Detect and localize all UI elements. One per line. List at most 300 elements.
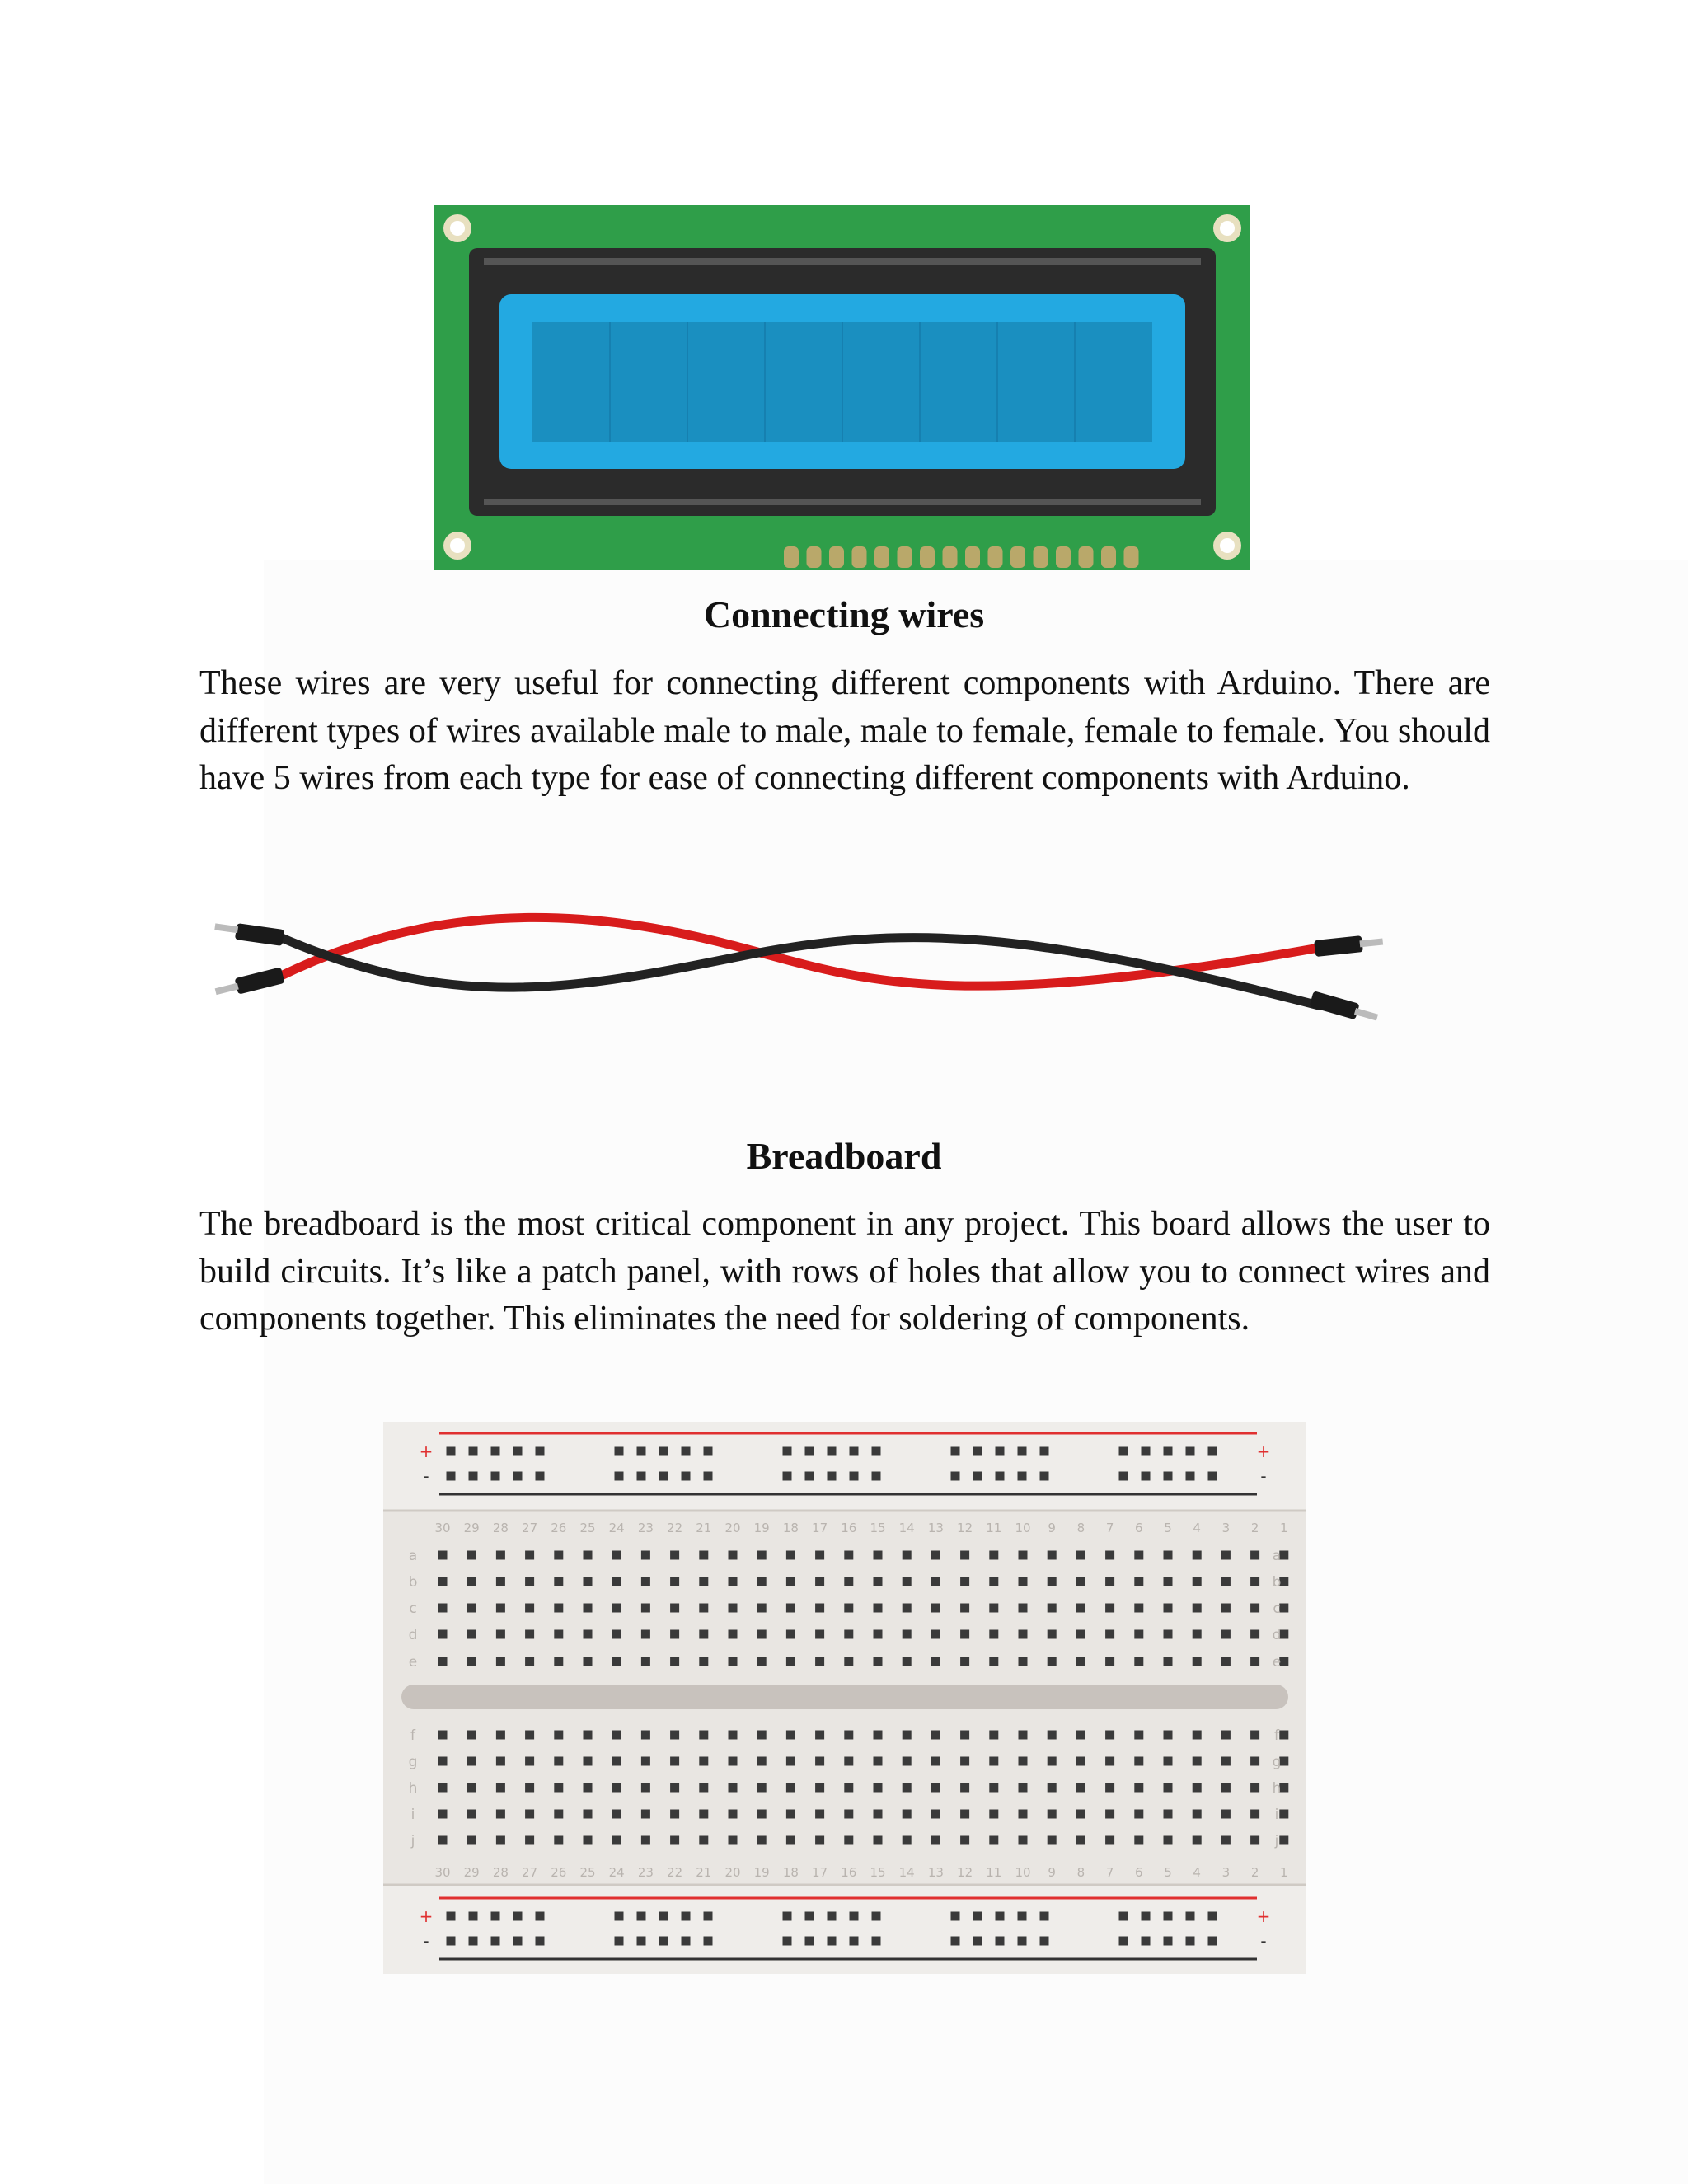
breadboard-hole xyxy=(844,1810,853,1819)
breadboard-hole xyxy=(960,1577,969,1586)
rail-hole xyxy=(1018,1937,1027,1946)
breadboard-hole xyxy=(670,1810,679,1819)
breadboard-hole xyxy=(1250,1577,1259,1586)
breadboard-hole xyxy=(670,1731,679,1740)
breadboard-hole xyxy=(844,1836,853,1845)
breadboard-hole xyxy=(989,1577,998,1586)
column-label: 18 xyxy=(782,1865,799,1880)
breadboard-hole xyxy=(1076,1630,1085,1639)
column-label: 25 xyxy=(579,1865,596,1880)
breadboard-hole xyxy=(1019,1604,1028,1613)
breadboard-hole xyxy=(786,1604,795,1613)
breadboard-hole xyxy=(467,1604,476,1613)
breadboard-hole xyxy=(1048,1731,1057,1740)
column-label: 11 xyxy=(986,1865,1002,1880)
column-label: 26 xyxy=(551,1521,567,1535)
column-label: 10 xyxy=(1015,1521,1031,1535)
breadboard-hole xyxy=(641,1836,650,1845)
breadboard-hole xyxy=(815,1577,824,1586)
breadboard-hole xyxy=(554,1551,563,1560)
breadboard-hole xyxy=(525,1810,534,1819)
rail-hole xyxy=(872,1447,881,1456)
column-label: 8 xyxy=(1076,1521,1085,1535)
breadboard-hole xyxy=(874,1731,883,1740)
breadboard-hole xyxy=(815,1630,824,1639)
breadboard-hole xyxy=(1279,1810,1288,1819)
rail-hole xyxy=(682,1912,691,1921)
breadboard-hole xyxy=(903,1577,912,1586)
column-label: 6 xyxy=(1135,1521,1143,1535)
breadboard-hole xyxy=(525,1783,534,1793)
rail-hole xyxy=(1119,1937,1128,1946)
breadboard-hole xyxy=(1048,1604,1057,1613)
section-body-connecting-wires: These wires are very useful for connecting different components with Arduino. There are different types of wires available male to male, male to female, female to female. You should have 5 wires from each type for ease of connecting different components with Arduino. xyxy=(199,664,1490,797)
rail-hole xyxy=(659,1912,668,1921)
row-label: i xyxy=(410,1807,415,1823)
breadboard-hole xyxy=(525,1731,534,1740)
breadboard-hole xyxy=(1105,1551,1114,1560)
breadboard-hole xyxy=(641,1551,650,1560)
breadboard-hole xyxy=(1164,1630,1173,1639)
breadboard-hole xyxy=(1250,1551,1259,1560)
breadboard-hole xyxy=(1076,1604,1085,1613)
rail-hole xyxy=(1208,1447,1217,1456)
rail-hole xyxy=(1040,1912,1049,1921)
column-label: 14 xyxy=(898,1521,915,1535)
breadboard-hole xyxy=(931,1630,940,1639)
breadboard-hole xyxy=(931,1810,940,1819)
breadboard-hole xyxy=(1164,1757,1173,1766)
rail-hole xyxy=(469,1447,478,1456)
rail-hole xyxy=(615,1472,624,1481)
breadboard-hole xyxy=(496,1836,505,1845)
breadboard-hole xyxy=(903,1731,912,1740)
rail-symbol: + xyxy=(1256,1906,1271,1926)
column-label: 16 xyxy=(841,1521,857,1535)
breadboard-hole xyxy=(1193,1577,1202,1586)
breadboard-hole xyxy=(989,1630,998,1639)
breadboard-hole xyxy=(1105,1836,1114,1845)
row-label: c xyxy=(409,1601,417,1617)
rail-hole xyxy=(637,1937,646,1946)
breadboard-hole xyxy=(467,1810,476,1819)
breadboard-hole xyxy=(1193,1657,1202,1666)
breadboard-hole xyxy=(496,1577,505,1586)
breadboard-hole xyxy=(612,1551,621,1560)
breadboard-hole xyxy=(525,1757,534,1766)
breadboard-hole xyxy=(1019,1757,1028,1766)
breadboard-hole xyxy=(496,1757,505,1766)
breadboard-hole xyxy=(1105,1577,1114,1586)
rail-symbol: + xyxy=(419,1441,434,1461)
breadboard-hole xyxy=(786,1577,795,1586)
breadboard-hole xyxy=(584,1783,593,1793)
rail-hole xyxy=(783,1472,792,1481)
breadboard-hole xyxy=(1164,1810,1173,1819)
rail-hole xyxy=(1164,1447,1173,1456)
row-label: h xyxy=(408,1780,418,1797)
breadboard-hole xyxy=(844,1630,853,1639)
breadboard-hole xyxy=(757,1604,767,1613)
breadboard-hole xyxy=(1134,1630,1143,1639)
breadboard-hole xyxy=(1019,1551,1028,1560)
column-label: 2 xyxy=(1250,1865,1259,1880)
breadboard-hole xyxy=(1221,1783,1231,1793)
breadboard-hole xyxy=(989,1551,998,1560)
breadboard-hole xyxy=(729,1810,738,1819)
breadboard-hole xyxy=(960,1783,969,1793)
rail-hole xyxy=(704,1912,713,1921)
breadboard-hole xyxy=(467,1551,476,1560)
breadboard-hole xyxy=(554,1604,563,1613)
breadboard-hole xyxy=(786,1731,795,1740)
breadboard-hole xyxy=(496,1630,505,1639)
breadboard-hole xyxy=(1105,1757,1114,1766)
rail-hole xyxy=(996,1447,1005,1456)
row-label: c xyxy=(1273,1601,1281,1617)
breadboard-hole xyxy=(1193,1630,1202,1639)
breadboard-hole xyxy=(874,1630,883,1639)
breadboard-hole xyxy=(757,1731,767,1740)
breadboard-hole xyxy=(467,1783,476,1793)
breadboard-hole xyxy=(815,1731,824,1740)
breadboard-hole xyxy=(1250,1783,1259,1793)
lcd-pin xyxy=(1034,546,1048,568)
column-label: 20 xyxy=(724,1865,741,1880)
breadboard-hole xyxy=(757,1577,767,1586)
breadboard-hole xyxy=(641,1783,650,1793)
breadboard-hole xyxy=(584,1577,593,1586)
breadboard-hole xyxy=(1076,1731,1085,1740)
breadboard-hole xyxy=(729,1757,738,1766)
lcd-pin xyxy=(1101,546,1116,568)
breadboard-hole xyxy=(903,1757,912,1766)
breadboard-hole xyxy=(1279,1731,1288,1740)
row-label: f xyxy=(1274,1727,1279,1744)
breadboard-hole xyxy=(584,1604,593,1613)
breadboard-hole xyxy=(989,1731,998,1740)
breadboard-hole xyxy=(844,1604,853,1613)
column-label: 29 xyxy=(463,1521,480,1535)
column-label: 14 xyxy=(898,1865,915,1880)
breadboard-hole xyxy=(554,1757,563,1766)
lcd-pin xyxy=(965,546,980,568)
breadboard-hole xyxy=(496,1604,505,1613)
rail-hole xyxy=(1186,1447,1195,1456)
breadboard-hole xyxy=(612,1731,621,1740)
rail-hole xyxy=(659,1472,668,1481)
breadboard-hole xyxy=(874,1783,883,1793)
column-label: 1 xyxy=(1280,1521,1288,1535)
breadboard-hole xyxy=(903,1657,912,1666)
breadboard-hole xyxy=(1019,1836,1028,1845)
breadboard-hole xyxy=(467,1757,476,1766)
rail-hole xyxy=(805,1937,814,1946)
breadboard-hole xyxy=(496,1551,505,1560)
breadboard-hole xyxy=(670,1657,679,1666)
breadboard-hole xyxy=(729,1577,738,1586)
breadboard-hole xyxy=(438,1551,448,1560)
column-label: 24 xyxy=(608,1521,625,1535)
breadboard-hole xyxy=(612,1577,621,1586)
row-label: f xyxy=(410,1727,415,1744)
breadboard-hole xyxy=(786,1551,795,1560)
breadboard-hole xyxy=(1048,1783,1057,1793)
breadboard-hole xyxy=(584,1657,593,1666)
breadboard-hole xyxy=(641,1630,650,1639)
column-label: 5 xyxy=(1164,1521,1172,1535)
breadboard-hole xyxy=(1221,1731,1231,1740)
rail-hole xyxy=(1018,1912,1027,1921)
breadboard-hole xyxy=(612,1810,621,1819)
column-label: 27 xyxy=(522,1865,538,1880)
breadboard-hole xyxy=(903,1551,912,1560)
breadboard-hole xyxy=(844,1731,853,1740)
breadboard-hole xyxy=(438,1604,448,1613)
rail-hole xyxy=(513,1912,523,1921)
breadboard-hole xyxy=(584,1731,593,1740)
breadboard-hole xyxy=(903,1630,912,1639)
breadboard-hole xyxy=(584,1757,593,1766)
column-label: 22 xyxy=(667,1521,683,1535)
breadboard-hole xyxy=(815,1810,824,1819)
rail-hole xyxy=(1164,1937,1173,1946)
breadboard-hole xyxy=(903,1604,912,1613)
rail-symbol: - xyxy=(423,1931,429,1951)
row-label: a xyxy=(1272,1548,1282,1564)
breadboard-hole xyxy=(1105,1604,1114,1613)
breadboard-hole xyxy=(554,1836,563,1845)
rail-hole xyxy=(491,1472,500,1481)
rail-hole xyxy=(1164,1912,1173,1921)
breadboard-hole xyxy=(1250,1757,1259,1766)
row-label: a xyxy=(408,1548,418,1564)
breadboard-hole xyxy=(1134,1836,1143,1845)
column-label: 1 xyxy=(1280,1865,1288,1880)
breadboard-hole xyxy=(874,1551,883,1560)
column-label: 12 xyxy=(957,1865,973,1880)
rail-hole xyxy=(1040,1447,1049,1456)
breadboard-hole xyxy=(1193,1551,1202,1560)
column-label: 19 xyxy=(753,1865,770,1880)
row-label: b xyxy=(408,1574,418,1591)
breadboard-hole xyxy=(989,1657,998,1666)
breadboard-hole xyxy=(641,1731,650,1740)
rail-hole xyxy=(1018,1447,1027,1456)
breadboard-hole xyxy=(989,1810,998,1819)
column-label: 15 xyxy=(870,1521,886,1535)
rail-hole xyxy=(469,1472,478,1481)
lcd-display-image xyxy=(434,205,1250,570)
breadboard-hole xyxy=(1019,1630,1028,1639)
breadboard-hole xyxy=(1279,1836,1288,1845)
column-label: 8 xyxy=(1076,1865,1085,1880)
breadboard-hole xyxy=(1164,1731,1173,1740)
rail-hole xyxy=(783,1937,792,1946)
rail-hole xyxy=(513,1447,523,1456)
rail-hole xyxy=(1142,1937,1151,1946)
breadboard-hole xyxy=(786,1657,795,1666)
breadboard-hole xyxy=(1019,1577,1028,1586)
column-label: 7 xyxy=(1105,1521,1114,1535)
rail-hole xyxy=(659,1447,668,1456)
section-body-breadboard: The breadboard is the most critical component in any project. This board allows the user to build circuits. It’s like a patch panel, with rows of holes that allow you to connect wires and components together. This eliminates the need for soldering of components. xyxy=(199,1205,1490,1338)
column-label: 28 xyxy=(492,1521,509,1535)
rail-hole xyxy=(951,1447,960,1456)
column-label: 13 xyxy=(927,1865,944,1880)
lcd-pin xyxy=(874,546,889,568)
breadboard-hole xyxy=(1134,1783,1143,1793)
breadboard-hole xyxy=(757,1757,767,1766)
breadboard-hole xyxy=(1134,1731,1143,1740)
rail-hole xyxy=(704,1447,713,1456)
column-label: 26 xyxy=(551,1865,567,1880)
column-label: 7 xyxy=(1105,1865,1114,1880)
breadboard-hole xyxy=(931,1657,940,1666)
column-label: 23 xyxy=(637,1521,654,1535)
breadboard-hole xyxy=(960,1731,969,1740)
breadboard-hole xyxy=(467,1657,476,1666)
breadboard-hole xyxy=(1164,1836,1173,1845)
breadboard-hole xyxy=(815,1836,824,1845)
breadboard-hole xyxy=(844,1657,853,1666)
rail-hole xyxy=(469,1937,478,1946)
breadboard-hole xyxy=(815,1757,824,1766)
column-label: 19 xyxy=(753,1521,770,1535)
breadboard-hole xyxy=(612,1604,621,1613)
breadboard-hole xyxy=(1250,1657,1259,1666)
rail-hole xyxy=(1119,1912,1128,1921)
breadboard-hole xyxy=(960,1551,969,1560)
column-label: 3 xyxy=(1221,1521,1231,1535)
breadboard-hole xyxy=(989,1604,998,1613)
row-label: j xyxy=(410,1833,415,1849)
column-label: 30 xyxy=(434,1521,451,1535)
breadboard-hole xyxy=(931,1604,940,1613)
breadboard-hole xyxy=(931,1783,940,1793)
breadboard-hole xyxy=(438,1577,448,1586)
rail-hole xyxy=(447,1937,456,1946)
breadboard-hole xyxy=(729,1836,738,1845)
breadboard-hole xyxy=(1221,1604,1231,1613)
breadboard-hole xyxy=(729,1731,738,1740)
column-label: 6 xyxy=(1135,1865,1143,1880)
breadboard-hole xyxy=(1105,1630,1114,1639)
rail-hole xyxy=(951,1912,960,1921)
rail-hole xyxy=(637,1447,646,1456)
breadboard-hole xyxy=(467,1836,476,1845)
rail-hole xyxy=(1186,1912,1195,1921)
breadboard-hole xyxy=(525,1836,534,1845)
column-label: 24 xyxy=(608,1865,625,1880)
breadboard-hole xyxy=(903,1836,912,1845)
row-label: h xyxy=(1272,1780,1282,1797)
column-label: 10 xyxy=(1015,1865,1031,1880)
column-label: 18 xyxy=(782,1521,799,1535)
rail-hole xyxy=(637,1912,646,1921)
breadboard-hole xyxy=(1134,1657,1143,1666)
rail-hole xyxy=(973,1912,982,1921)
breadboard-hole xyxy=(670,1783,679,1793)
lcd-pin xyxy=(988,546,1003,568)
breadboard-hole xyxy=(757,1657,767,1666)
rail-hole xyxy=(805,1447,814,1456)
breadboard-hole xyxy=(438,1810,448,1819)
breadboard-hole xyxy=(670,1757,679,1766)
rail-hole xyxy=(1018,1472,1027,1481)
rail-hole xyxy=(828,1472,837,1481)
breadboard-hole xyxy=(670,1836,679,1845)
rail-hole xyxy=(872,1912,881,1921)
breadboard-hole xyxy=(554,1810,563,1819)
rail-hole xyxy=(828,1912,837,1921)
rail-hole xyxy=(783,1912,792,1921)
breadboard-hole xyxy=(699,1551,708,1560)
rail-hole xyxy=(491,1912,500,1921)
breadboard-hole xyxy=(1019,1783,1028,1793)
breadboard-hole xyxy=(786,1757,795,1766)
breadboard-hole xyxy=(554,1657,563,1666)
breadboard-hole xyxy=(729,1783,738,1793)
breadboard-hole xyxy=(1048,1657,1057,1666)
rail-hole xyxy=(513,1937,523,1946)
column-label: 28 xyxy=(492,1865,509,1880)
rail-hole xyxy=(536,1937,545,1946)
rail-hole xyxy=(447,1472,456,1481)
column-label: 4 xyxy=(1193,1865,1201,1880)
rail-hole xyxy=(704,1937,713,1946)
breadboard-hole xyxy=(1105,1783,1114,1793)
column-label: 21 xyxy=(696,1521,712,1535)
rail-hole xyxy=(1186,1472,1195,1481)
rail-hole xyxy=(1119,1472,1128,1481)
breadboard-hole xyxy=(1221,1657,1231,1666)
breadboard-hole xyxy=(729,1604,738,1613)
breadboard-hole xyxy=(960,1630,969,1639)
rail-hole xyxy=(951,1937,960,1946)
breadboard-hole xyxy=(670,1604,679,1613)
rail-symbol: + xyxy=(1256,1441,1271,1461)
rail-hole xyxy=(447,1912,456,1921)
rail-symbol: + xyxy=(419,1906,434,1926)
rail-hole xyxy=(850,1937,859,1946)
breadboard-hole xyxy=(931,1551,940,1560)
breadboard-hole xyxy=(786,1836,795,1845)
breadboard-hole xyxy=(699,1657,708,1666)
rail-hole xyxy=(682,1937,691,1946)
column-label: 22 xyxy=(667,1865,683,1880)
rail-hole xyxy=(491,1447,500,1456)
rail-hole xyxy=(1040,1472,1049,1481)
rail-hole xyxy=(828,1447,837,1456)
breadboard-hole xyxy=(729,1551,738,1560)
rail-hole xyxy=(536,1912,545,1921)
column-label: 4 xyxy=(1193,1521,1201,1535)
column-label: 15 xyxy=(870,1865,886,1880)
breadboard-hole xyxy=(612,1836,621,1845)
breadboard-hole xyxy=(1164,1783,1173,1793)
rail-hole xyxy=(615,1447,624,1456)
breadboard-hole xyxy=(757,1836,767,1845)
breadboard-hole xyxy=(1134,1577,1143,1586)
rail-hole xyxy=(996,1472,1005,1481)
breadboard-hole xyxy=(1164,1577,1173,1586)
breadboard-hole xyxy=(496,1783,505,1793)
breadboard-hole xyxy=(1221,1836,1231,1845)
breadboard-hole xyxy=(1134,1810,1143,1819)
rail-hole xyxy=(682,1472,691,1481)
column-label: 25 xyxy=(579,1521,596,1535)
